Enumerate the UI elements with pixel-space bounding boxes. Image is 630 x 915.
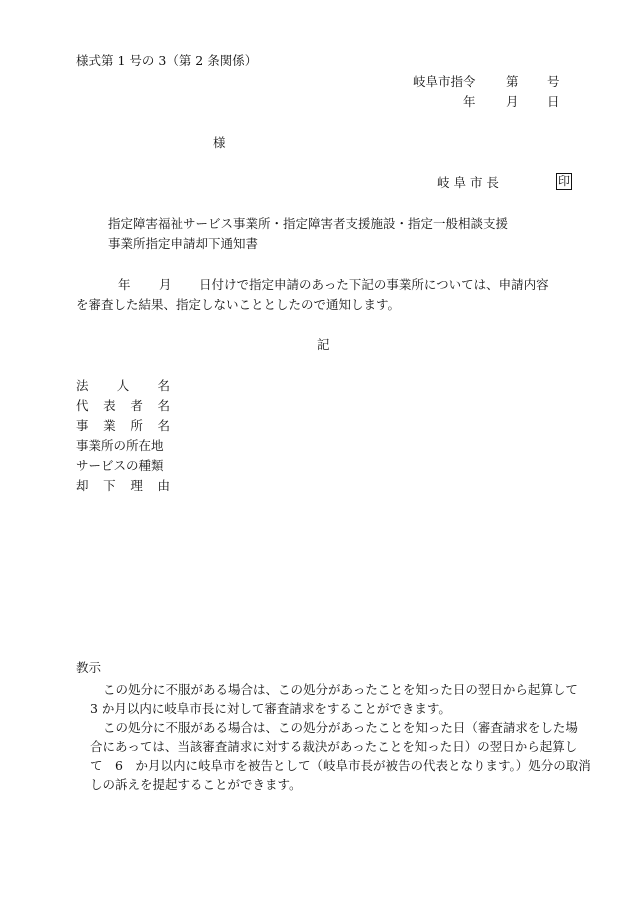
addressee-suffix: 様 (213, 135, 226, 150)
field-office-location: 事業所の所在地 (76, 438, 164, 453)
instruction-p2-line4: しの訴えを提起することができます。 (90, 777, 302, 792)
field-rejection-reason: 却 下 理 由 (76, 478, 170, 493)
ki-heading: 記 (317, 337, 330, 352)
date-day: 日 (547, 94, 560, 109)
instruction-p2-line3: て 6 か月以内に岐阜市を被告として（岐阜市長が被告の代表となります。）処分の取消 (90, 758, 591, 773)
body-text-1: 日付けで指定申請のあった下記の事業所については、申請内容 (199, 277, 549, 292)
field-office-name: 事 業 所 名 (76, 418, 170, 433)
field-representative-name: 代 表 者 名 (76, 398, 170, 413)
doc-number-dai: 第 (506, 74, 519, 89)
form-number: 様式第 1 号の 3（第 2 条関係） (76, 53, 258, 68)
field-service-type: サービスの種類 (76, 458, 164, 473)
issuer-name: 岐 阜 市 長 (437, 175, 499, 190)
instruction-p2-line2: 合にあっては、当該審査請求に対する裁決があったことを知った日）の翌日から起算し (90, 739, 578, 754)
seal-mark: 印 (557, 174, 570, 188)
body-text-2: を審査した結果、指定しないこととしたので通知します。 (76, 297, 401, 312)
doc-number-prefix: 岐阜市指令 (413, 74, 476, 89)
instruction-p2-line1: この処分に不服がある場合は、この処分があったことを知った日（審査請求をした場 (103, 720, 578, 735)
instruction-heading: 教示 (76, 660, 102, 675)
title-line-1: 指定障害福祉サービス事業所・指定障害者支援施設・指定一般相談支援 (108, 216, 509, 231)
field-corporate-name: 法 人 名 (76, 378, 170, 393)
instruction-p1-line1: この処分に不服がある場合は、この処分があったことを知った日の翌日から起算して (103, 682, 578, 697)
body-month: 月 (159, 277, 172, 292)
title-line-2: 事業所指定申請却下通知書 (108, 236, 259, 251)
body-year: 年 (118, 277, 131, 292)
instruction-p1-line2: 3 か月以内に岐阜市長に対して審査請求をすることができます。 (90, 701, 451, 716)
date-year: 年 (463, 94, 476, 109)
doc-number-go: 号 (547, 74, 560, 89)
date-month: 月 (506, 94, 519, 109)
